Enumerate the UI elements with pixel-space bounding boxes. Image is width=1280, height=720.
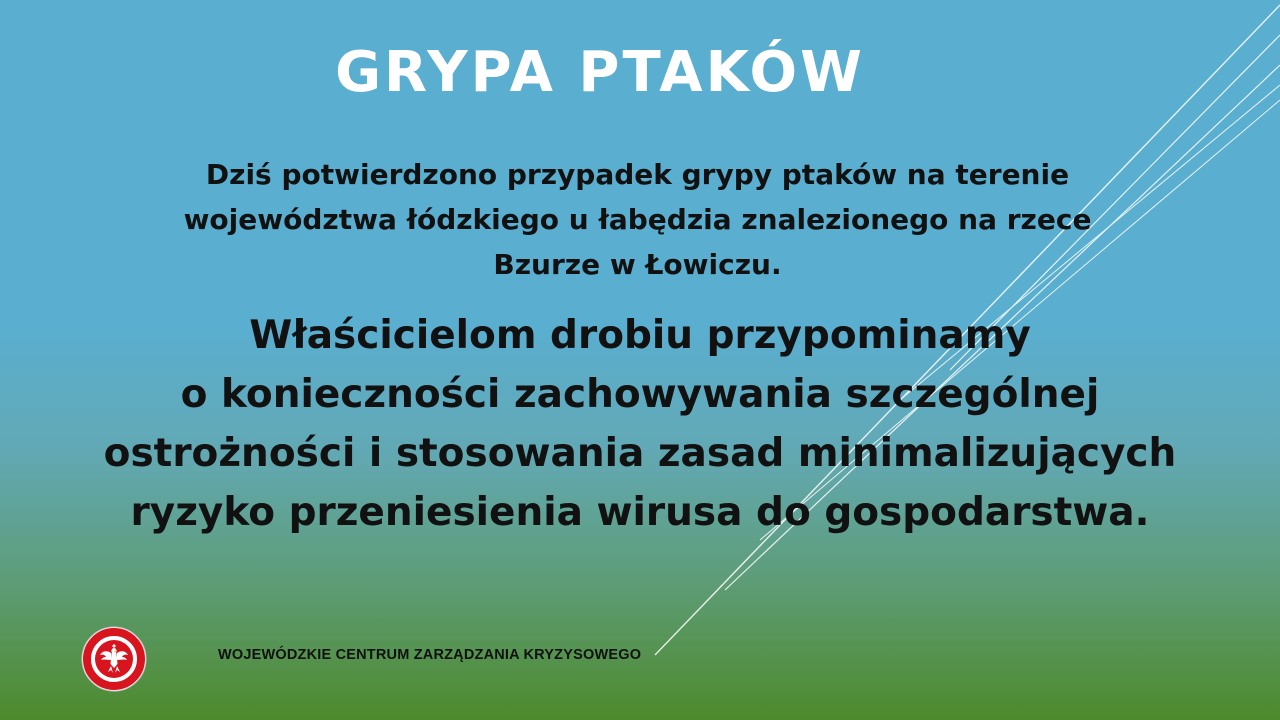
reminder-line: ryzyko przeniesienia wirusa do gospodarstwa. <box>130 490 1150 535</box>
reminder-text <box>40 306 1240 542</box>
reminder-line: o konieczności zachowywania szczególnej <box>180 372 1100 417</box>
reminder-line: ostrożności i stosowania zasad minimalizujących <box>103 431 1177 476</box>
announcement-line: Bzurze w Łowiczu. <box>493 248 782 281</box>
polish-eagle-emblem-icon <box>81 626 147 692</box>
reminder-line: Właścicielom drobiu przypominamy <box>249 313 1031 358</box>
slide-title: GRYPA PTAKÓW <box>335 40 865 105</box>
announcement-text <box>90 152 1185 287</box>
organization-name: WOJEWÓDZKIE CENTRUM ZARZĄDZANIA KRYZYSOWEGO <box>218 647 642 663</box>
announcement-line: województwa łódzkiego u łabędzia znalezionego na rzece <box>183 203 1092 236</box>
announcement-line: Dziś potwierdzono przypadek grypy ptaków na terenie <box>205 158 1070 191</box>
